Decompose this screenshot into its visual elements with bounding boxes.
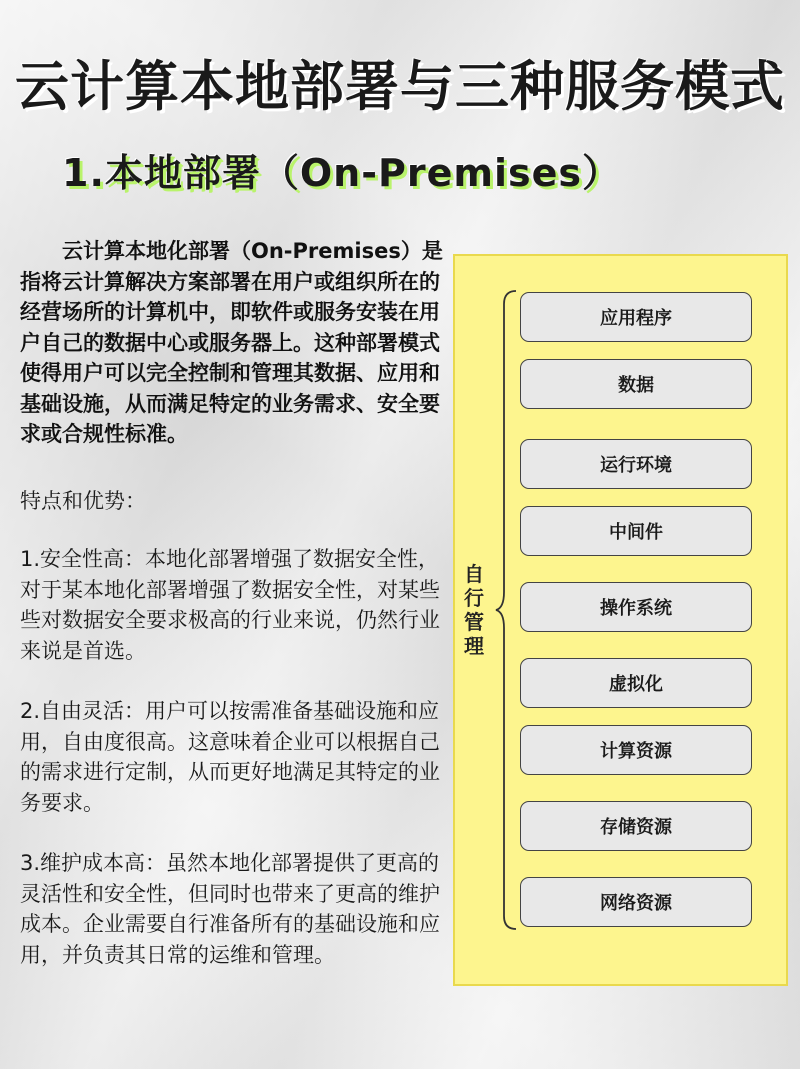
intro-paragraph: 云计算本地化部署（On-Premises）是指将云计算解决方案部署在用户或组织所在的经营场所的计算机中，即软件或服务安装在用户自己的数据中心或服务器上。这种部署模式使得用户可以完全控制和管理其数据、应用和基础设施，从而满足特定的业务需求、安全要求或合规性标准。 xyxy=(20,239,443,446)
page-title: 云计算本地部署与三种服务模式 xyxy=(15,55,785,118)
layer-box-middleware: 中间件 xyxy=(520,506,752,556)
section-title: 1.本地部署（On-Premises） xyxy=(62,151,621,195)
layer-box-virtualization: 虚拟化 xyxy=(520,658,752,708)
layer-box-data: 数据 xyxy=(520,359,752,409)
layer-box-storage: 存储资源 xyxy=(520,801,752,851)
feature-point-maintenance-cost: 3.维护成本高：虽然本地化部署提供了更高的灵活性和安全性，但同时也带来了更高的维护成本。企业需要自行准备所有的基础设施和应用，并负责其日常的运维和管理。 xyxy=(20,851,440,967)
layer-box-applications: 应用程序 xyxy=(520,292,752,342)
self-managed-label-char: 行 xyxy=(464,586,484,610)
feature-point-flexibility: 2.自由灵活：用户可以按需准备基础设施和应用，自由度很高。这意味着企业可以根据自己的需求进行定制，从而更好地满足其特定的业务要求。 xyxy=(20,699,440,815)
self-managed-label-char: 自 xyxy=(464,562,484,586)
layer-box-compute: 计算资源 xyxy=(520,725,752,775)
self-managed-label-char: 理 xyxy=(464,634,484,658)
self-managed-label xyxy=(463,562,485,658)
feature-point-security: 1.安全性高：本地化部署增强了数据安全性，对于某本地化部署增强了数据安全性，对某些些对数据安全要求极高的行业来说，仍然行业来说是首选。 xyxy=(20,547,440,663)
layer-box-runtime: 运行环境 xyxy=(520,439,752,489)
self-managed-label-char: 管 xyxy=(464,610,484,634)
features-heading: 特点和优势： xyxy=(20,489,146,513)
layer-box-operating-system: 操作系统 xyxy=(520,582,752,632)
layer-box-network: 网络资源 xyxy=(520,877,752,927)
curly-brace-icon xyxy=(495,290,517,930)
